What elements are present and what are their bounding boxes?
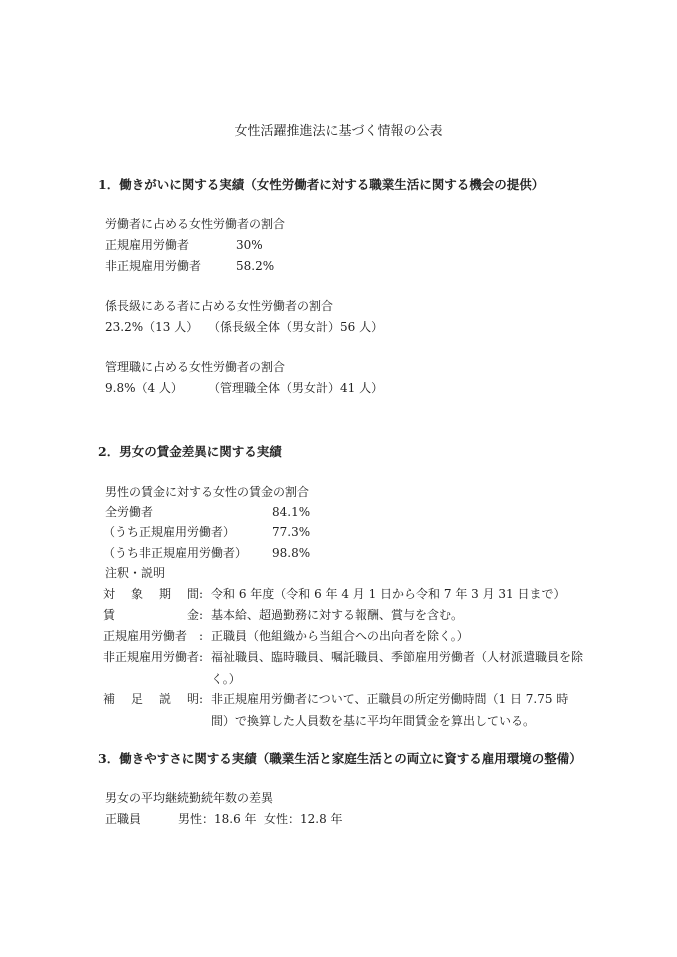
chief-total-note: （係長級全体（男女計）56 人） bbox=[208, 320, 384, 334]
section2-heading: 2．男女の賃金差異に関する実績 bbox=[98, 444, 282, 459]
all-workers-value: 84.1% bbox=[272, 505, 311, 519]
regular-worker-label: 正規雇用労働者 bbox=[105, 238, 190, 252]
note-colon: : bbox=[199, 587, 204, 601]
manager-ratio-value: 9.8%（4 人） bbox=[105, 381, 183, 395]
note-term-regular: 正規雇用労働者 bbox=[103, 629, 188, 643]
wage-ratio-label: 男性の賃金に対する女性の賃金の割合 bbox=[105, 485, 310, 499]
note-desc-supplement: 非正規雇用労働者について、正職員の所定労働時間（1 日 7.75 時間）で換算した人員数を基に平均年間賃金を算出している。 bbox=[211, 692, 569, 728]
note-desc-wage: 基本給、超過勤務に対する報酬、賞与を含む。 bbox=[211, 608, 464, 622]
nonregular-wage-value: 98.8% bbox=[272, 546, 311, 560]
nonregular-worker-label: 非正規雇用労働者 bbox=[105, 259, 202, 273]
note-colon: : bbox=[199, 629, 204, 643]
regular-wage-label: （うち正規雇用労働者） bbox=[103, 525, 236, 539]
nonregular-wage-label: （うち非正規雇用労働者） bbox=[103, 546, 248, 560]
chief-ratio-label: 係長級にある者に占める女性労働者の割合 bbox=[105, 299, 334, 313]
note-colon: : bbox=[199, 608, 204, 622]
regular-wage-value: 77.3% bbox=[272, 525, 311, 539]
note-desc-regular: 正職員（他組織から当組合への出向者を除く。） bbox=[211, 629, 469, 643]
note-term-nonregular: 非正規雇用労働者 bbox=[103, 650, 200, 664]
tenure-row-label: 正職員 bbox=[105, 812, 142, 826]
section3-heading: 3．働きやすさに関する実績（職業生活と家庭生活との両立に資する雇用環境の整備） bbox=[98, 751, 582, 766]
manager-total-note: （管理職全体（男女計）41 人） bbox=[208, 381, 384, 395]
tenure-female-value: 女性：12.8 年 bbox=[264, 812, 343, 826]
nonregular-worker-value: 58.2% bbox=[236, 259, 275, 273]
note-term-period: 対 象 期 間 bbox=[103, 587, 199, 601]
note-colon: : bbox=[199, 650, 204, 664]
tenure-gap-label: 男女の平均継続勤続年数の差異 bbox=[105, 791, 274, 805]
all-workers-label: 全労働者 bbox=[105, 505, 154, 519]
tenure-male-value: 男性：18.6 年 bbox=[178, 812, 257, 826]
note-term-wage: 賃 金 bbox=[103, 608, 200, 622]
page-title: 女性活躍推進法に基づく情報の公表 bbox=[234, 124, 443, 139]
manager-ratio-label: 管理職に占める女性労働者の割合 bbox=[105, 360, 286, 374]
note-desc-period: 令和 6 年度（令和 6 年 4 月 1 日から令和 7 年 3 月 31 日まで） bbox=[211, 587, 566, 601]
note-desc-nonregular: 福祉職員、臨時職員、嘱託職員、季節雇用労働者（人材派遣職員を除く。） bbox=[211, 650, 584, 686]
notes-label: 注釈・説明 bbox=[105, 566, 166, 580]
section1-heading: 1．働きがいに関する実績（女性労働者に対する職業生活に関する機会の提供） bbox=[98, 177, 545, 192]
note-term-supplement: 補 足 説 明 bbox=[103, 692, 199, 706]
female-ratio-label: 労働者に占める女性労働者の割合 bbox=[105, 217, 286, 231]
chief-ratio-value: 23.2%（13 人） bbox=[105, 320, 199, 334]
regular-worker-value: 30% bbox=[236, 238, 263, 252]
note-colon: : bbox=[199, 692, 204, 706]
